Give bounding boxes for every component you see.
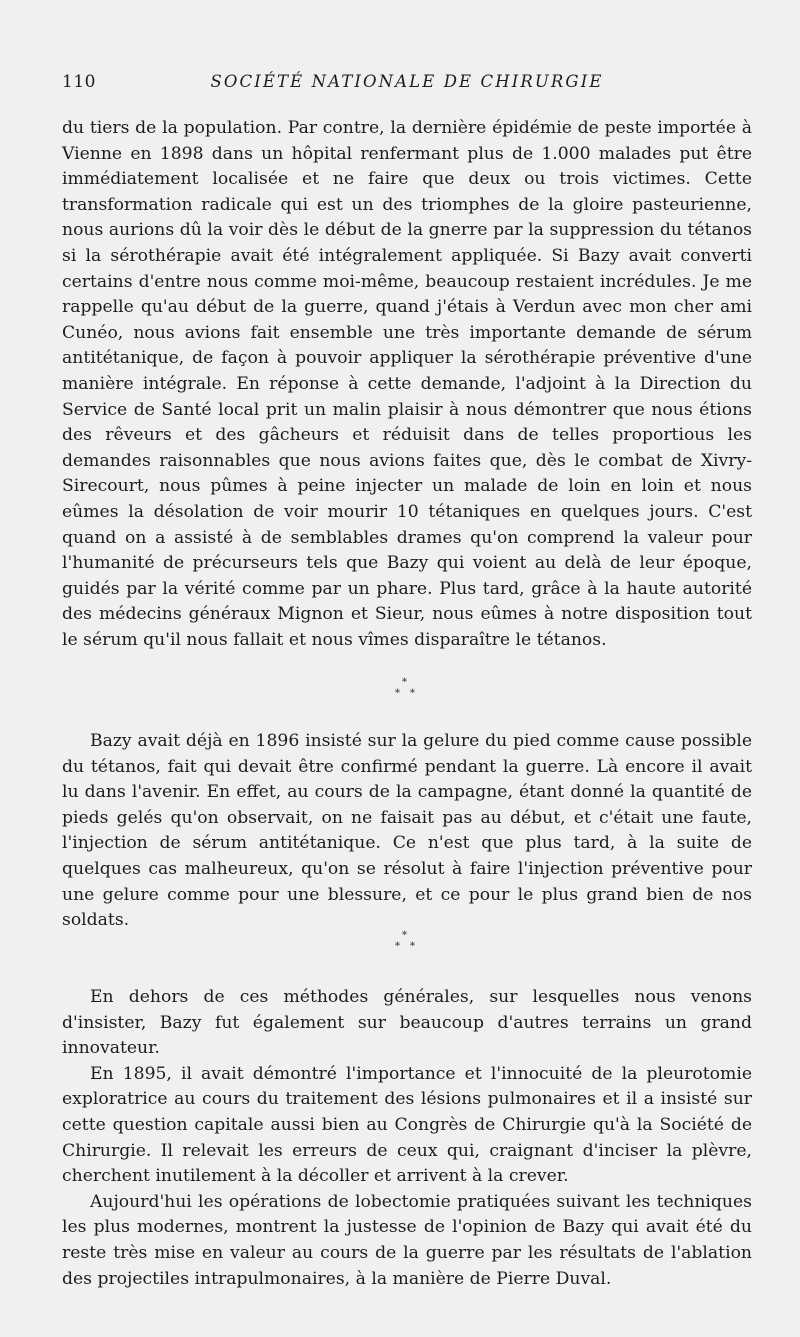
asterism-star: *: [395, 688, 400, 699]
running-header: [62, 72, 752, 96]
asterism-star: *: [395, 941, 400, 952]
asterism-star: *: [402, 677, 407, 688]
asterism-separator: [62, 931, 752, 957]
asterism-star: *: [402, 930, 407, 941]
asterism-star: *: [410, 941, 415, 952]
text-section-1: [62, 116, 752, 653]
asterism-star: *: [410, 688, 415, 699]
paragraph-5: Aujourd'hui les opérations de lobectomie pratiquées suivant les techniques les plus modernes, montrent la justesse de l'opinion de Bazy qui avait été du reste très mise en valeur au cours de la guerre par les résultats de l'ablation des projectiles intrapulmonaires, à la manière de Pierre Duval.: [62, 1191, 752, 1289]
paragraph-4: En 1895, il avait démontré l'importance et l'innocuité de la pleurotomie exploratrice au cours du traitement des lésions pulmonaires et il a insisté sur cette question capitale aussi bien au Congrès de Chirurgie qu'à la Société de Chirurgie. Il relevait les erreurs de ceux qui, craignant d'inciser la plèvre, cherchent inutilement à la décoller et arrivent à la crever.: [62, 1063, 752, 1187]
paragraph-3: En dehors de ces méthodes générales, sur lesquelles nous venons d'insister, Bazy fut également sur beaucoup d'autres terrains un grand innovateur.: [62, 987, 752, 1059]
page-number: 110: [62, 72, 96, 92]
asterism-separator: [62, 678, 752, 704]
paragraph-1: du tiers de la population. Par contre, la dernière épidémie de peste importée à Vienne en 1898 dans un hôpital renfermant plus de 1.000 malades put être immédiatement localisée et ne faire que deux ou trois victimes. Cette transformation radicale qui est un des triomphes de la gloire pasteurienne, nous aurions dû la voir dès le début de la gnerre par la suppression du tétanos si la sérothérapie avait été intégralement appliquée. Si Bazy avait converti certains d'entre nous comme moi-même, beaucoup restaient incrédules. Je me rappelle qu'au début de la guerre, quand j'étais à Verdun avec mon cher ami Cunéo, nous avions fait ensemble une très importante demande de sérum antitétanique, de façon à pouvoir appliquer la sérothérapie préventive d'une manière intégrale. En réponse à cette demande, l'adjoint à la Direction du Service de Santé local prit un malin plaisir à nous démontrer que nous étions des rêveurs et des gâcheurs et réduisit dans de telles proportious les demandes raisonnables que nous avions faites que, dès le combat de Xivry-Sirecourt, nous pûmes à peine injecter un malade de loin en loin et nous eûmes la désolation de voir mourir 10 tétaniques en quelques jours. C'est quand on a assisté à de semblables drames qu'on comprend la valeur pour l'humanité de précurseurs tels que Bazy qui voient au delà de leur époque, guidés par la vérité comme par un phare. Plus tard, grâce à la haute autorité des médecins généraux Mignon et Sieur, nous eûmes à notre disposition tout le sérum qu'il nous fallait et nous vîmes disparaître le tétanos.: [62, 118, 752, 650]
journal-title: SOCIÉTÉ NATIONALE DE CHIRURGIE: [210, 72, 604, 91]
text-section-2: [62, 729, 752, 934]
paragraph-2: Bazy avait déjà en 1896 insisté sur la gelure du pied comme cause possible du tétanos, fait qui devait être confirmé pendant la guerre. Là encore il avait lu dans l'avenir. En effet, au cours de la campagne, étant donné la quantité de pieds gelés qu'on observait, on ne faisait pas au début, et c'était une faute, l'injection de sérum antitétanique. Ce n'est que plus tard, à la suite de quelques cas malheureux, qu'on se résolut à faire l'injection préventive pour une gelure comme pour une blessure, et ce pour le plus grand bien de nos soldats.: [62, 731, 752, 931]
text-section-3: [62, 985, 752, 1292]
